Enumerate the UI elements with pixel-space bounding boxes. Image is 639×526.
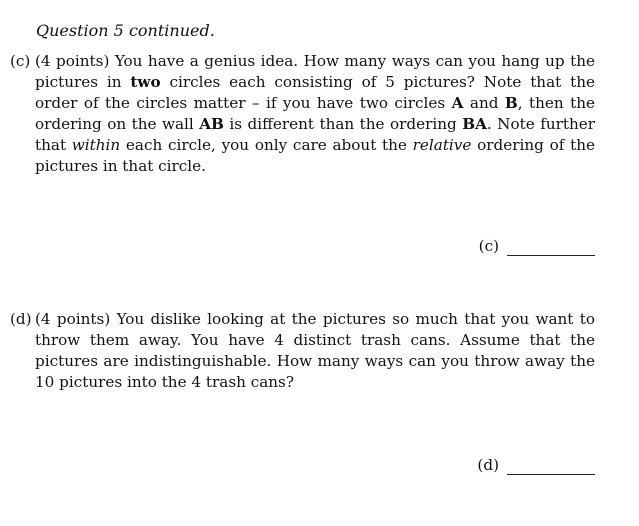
part-c-text-6: . Note further that bbox=[35, 115, 595, 154]
answer-d bbox=[477, 455, 595, 475]
part-c-emph-relative: relative bbox=[412, 136, 472, 154]
part-c-order-ba: BA bbox=[462, 115, 487, 133]
question-part-d bbox=[10, 309, 595, 393]
part-c-text-1: (4 points) You have a genius idea. How many ways can you hang up the pictures in bbox=[35, 52, 595, 91]
question-part-c bbox=[10, 51, 595, 177]
part-c-text-8: ordering of the pictures in that circle. bbox=[35, 136, 595, 175]
part-c-circle-a: A bbox=[451, 94, 464, 112]
part-d-paragraph: (4 points) You dislike looking at the pictures so much that you want to throw them away. You have 4 distinct trash cans. Assume that the pictures are indistinguishable. How many ways can you throw away the 10 pictures into the 4 trash cans? bbox=[35, 310, 595, 391]
part-c-emph-within: within bbox=[71, 136, 121, 154]
answer-c-blank[interactable] bbox=[507, 241, 595, 256]
part-c-text-2: circles each consisting of 5 pictures? Note that the order of the circles matter – if you have two circles bbox=[35, 73, 595, 112]
part-c-circle-b: B bbox=[504, 94, 518, 112]
part-c-emph-two: two bbox=[130, 73, 161, 91]
part-c-label: (c) bbox=[10, 52, 31, 70]
page-heading: Question 5 continued. bbox=[36, 21, 215, 40]
answer-c bbox=[479, 236, 595, 256]
part-c-text-7: each circle, you only care about the bbox=[120, 136, 413, 154]
answer-d-blank[interactable] bbox=[507, 460, 595, 475]
part-c-text-3: and bbox=[463, 94, 505, 112]
part-c-text-5: is different than the ordering bbox=[223, 115, 463, 133]
answer-d-label: (d) bbox=[477, 456, 499, 474]
part-d-label: (d) bbox=[10, 310, 32, 328]
answer-c-label: (c) bbox=[478, 237, 499, 255]
part-c-text-4: , then the ordering on the wall bbox=[35, 94, 596, 133]
part-d-text bbox=[35, 309, 595, 393]
part-c-text bbox=[35, 51, 595, 177]
part-c-order-ab: AB bbox=[199, 115, 224, 133]
